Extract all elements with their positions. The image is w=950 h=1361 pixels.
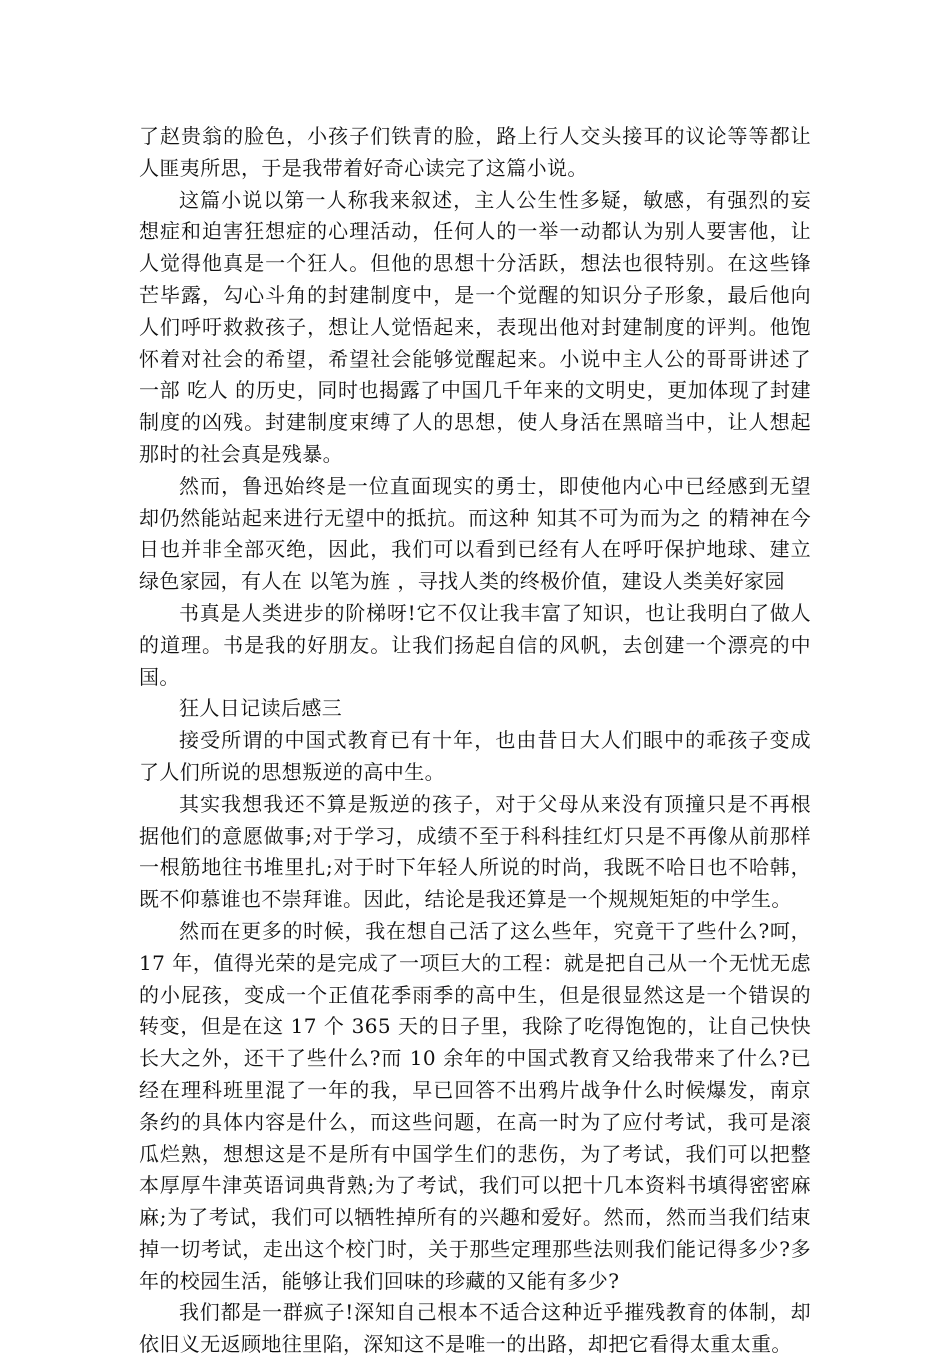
paragraph-6: 其实我想我还不算是叛逆的孩子，对于父母从来没有顶撞只是不再根据他们的意愿做事;对于学习，成绩不至于科科挂红灯只是不再像从前那样一根筋地往书堆里扎;对于时下年轻人所说的时尚，我既不哈日也不哈韩，既不仰慕谁也不崇拜谁。因此，结论是我还算是一个规规矩矩的中学生。 [139, 791, 811, 912]
section-heading: 狂人日记读后感三 [179, 696, 343, 721]
document-body [139, 121, 811, 1361]
paragraph-1: 了赵贵翁的脸色，小孩子们铁青的脸，路上行人交头接耳的议论等等都让人匪夷所思，于是我带着好奇心读完了这篇小说。 [139, 124, 811, 180]
paragraph-4: 书真是人类进步的阶梯呀!它不仅让我丰富了知识，也让我明白了做人的道理。书是我的好朋友。让我们扬起自信的风帆，去创建一个漂亮的中国。 [139, 600, 811, 689]
paragraph-2: 这篇小说以第一人称我来叙述，主人公生性多疑，敏感，有强烈的妄想症和迫害狂想症的心理活动，任何人的一举一动都认为别人要害他，让人觉得他真是一个狂人。但他的思想十分活跃，想法也很特别。在这些锋芒毕露，勾心斗角的封建制度中，是一个觉醒的知识分子形象，最后他向人们呼吁救救孩子，想让人觉悟起来，表现出他对封建制度的评判。他饱怀着对社会的希望，希望社会能够觉醒起来。小说中主人公的哥哥讲述了一部 吃人 的历史，同时也揭露了中国几千年来的文明史，更加体现了封建制度的凶残。封建制度束缚了人的思想，使人身活在黑暗当中，让人想起那时的社会真是残暴。 [139, 187, 811, 466]
paragraph-3: 然而，鲁迅始终是一位直面现实的勇士，即使他内心中已经感到无望却仍然能站起来进行无望中的抵抗。而这种 知其不可为而为之 的精神在今日也并非全部灭绝，因此，我们可以看到已经有人在呼吁保护地球、建立绿色家园，有人在 以笔为旌 ，寻找人类的终极价值，建设人类美好家园 [139, 473, 811, 594]
paragraph-8: 我们都是一群疯子!深知自己根本不适合这种近乎摧残教育的体制，却依旧义无返顾地往里陷，深知这不是唯一的出路，却把它看得太重太重。 [139, 1300, 811, 1357]
paragraph-5: 接受所谓的中国式教育已有十年，也由昔日大人们眼中的乖孩子变成了人们所说的思想叛逆的高中生。 [139, 728, 811, 784]
paragraph-7: 然而在更多的时候，我在想自己活了这么些年，究竟干了些什么?呵，17 年，值得光荣的是完成了一项巨大的工程：就是把自己从一个无忧无虑的小屁孩，变成一个正值花季雨季的高中生，但是很显然这是一个错误的转变，但是在这 17 个 365 天的日子里，我除了吃得饱饱的，让自己快快长大之外，还干了些什么?而 10 余年的中国式教育又给我带来了什么?已经在理科班里混了一年的我，早已回答不出鸦片战争什么时候爆发，南京条约的具体内容是什么，而这些问题，在高一时为了应付考试，我可是滚瓜烂熟，想想这是不是所有中国学生们的悲伤，为了考试，我们可以把整本厚厚牛津英语词典背熟;为了考试，我们可以把十几本资料书填得密密麻麻;为了考试，我们可以牺牲掉所有的兴趣和爱好。然而，然而当我们结束掉一切考试，走出这个校门时，关于那些定理那些法则我们能记得多少?多年的校园生活，能够让我们回味的珍藏的又能有多少? [139, 918, 811, 1293]
